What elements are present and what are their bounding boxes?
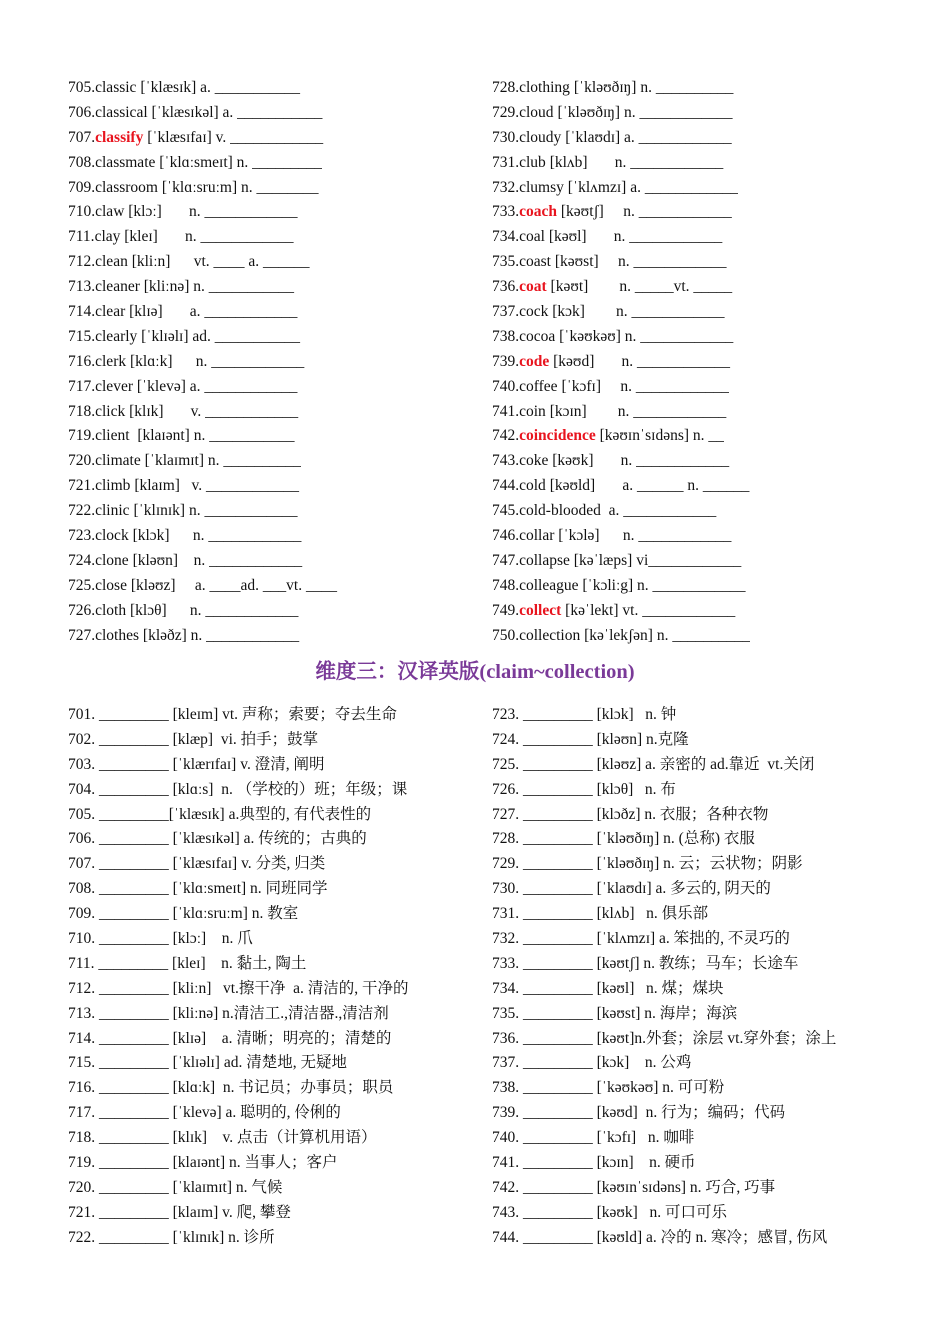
translation-entry: 722. _________ [ˈklɪnɪk] n. 诊所 [68,1228,275,1246]
entry-word: colleague [519,576,579,594]
translation-entry: 740. _________ [ˈkɔfɪ] n. 咖啡 [492,1129,695,1147]
entry-phonetic-and-blank: [kəʊɪnˈsɪdəns] n. __ [595,427,724,445]
vocab-entry [68,574,337,599]
entry-number: 739. [492,352,520,370]
vocab-entry [68,151,337,176]
translation-entry: 738. _________ [ˈkəʊkəʊ] n. 可可粉 [492,1079,725,1097]
entry-word: collapse [519,551,570,569]
entry-number: 716. [68,352,96,370]
vocab-entry [492,200,750,225]
vocab-entry [68,424,337,449]
entry-phonetic-and-blank: [ˈklæsɪkəl] a. ___________ [147,103,323,121]
entry-word: clothing [519,79,570,96]
entry-word: cloudy [519,128,562,146]
translation-entry: 702. _________ [klæp] vi. 拍手；鼓掌 [68,730,319,748]
entry-phonetic-and-blank: [klɔː] n. ____________ [124,203,298,221]
entry-phonetic-and-blank: [klaɪənt] n. ___________ [129,427,295,445]
translation-entry: 708. _________ [ˈklɑːsmeɪt] n. 同班同学 [68,880,328,898]
vocab-entry [68,499,337,524]
chinese-english-left-column [68,703,409,1251]
entry-number: 749. [492,601,520,619]
entry-phonetic-and-blank: [kləʊz] a. ____ad. ___vt. ____ [126,576,337,594]
translation-entry: 733. _________ [kəʊtʃ] n. 教练；马车；长途车 [492,954,799,972]
entry-number: 714. [68,303,96,321]
vocab-entry [492,400,750,425]
translation-entry: 744. _________ [kəʊld] a. 冷的 n. 寒冷；感冒, 伤风 [492,1228,828,1246]
entry-phonetic-and-blank: [kəˈlekʃən] n. __________ [580,626,750,644]
entry-phonetic-and-blank: [ˈklɑːsruːm] n. ________ [157,178,319,196]
translation-entry: 727. _________ [klɔðz] n. 衣服；各种衣物 [492,805,769,823]
entry-number: 737. [492,303,520,321]
entry-number: 717. [68,377,96,395]
entry-word: club [519,153,546,171]
translation-entry: 741. _________ [kɔɪn] n. 硬币 [492,1154,696,1172]
entry-number: 728. [492,79,520,96]
entry-word: coke [519,452,549,470]
highlighted-word: coincidence [519,427,596,445]
entry-word: climb [95,477,131,495]
entry-number: 705. [68,79,96,96]
entry-number: 750. [492,626,520,644]
translation-entry: 709. _________ [ˈklɑːsruːm] n. 教室 [68,905,299,923]
translation-entry: 726. _________ [klɔθ] n. 布 [492,780,676,798]
entry-word: clearly [95,327,138,345]
entry-phonetic-and-blank: [kəʊt] n. _____vt. _____ [546,278,733,296]
entry-number: 711. [68,228,95,246]
entry-number: 709. [68,178,96,196]
entry-word: cocoa [519,327,556,345]
vocab-entry [68,300,337,325]
entry-phonetic-and-blank: [ˈklɪnɪk] n. ____________ [129,502,298,520]
vocab-entry [68,101,337,126]
translation-entry: 712. _________ [kliːn] vt.擦干净 a. 清洁的, 干净的 [68,979,409,997]
vocab-entry [68,250,337,275]
entry-word: clay [94,228,121,246]
entry-word: cold-blooded [519,502,601,520]
translation-entry: 725. _________ [kləʊz] a. 亲密的 ad.靠近 vt.关闭 [492,755,815,773]
entry-phonetic-and-blank: [ˈklæsɪk] a. ___________ [136,79,301,96]
entry-number: 723. [68,527,96,545]
vocab-entry [68,76,337,101]
entry-word: click [95,402,126,420]
vocab-entry [492,275,750,300]
entry-number: 719. [68,427,96,445]
entry-phonetic-and-blank: [kleɪ] n. ____________ [120,228,294,246]
entry-word: cock [519,303,549,321]
entry-word: classic [95,79,137,96]
translation-entry: 719. _________ [klaɪənt] n. 当事人；客户 [68,1154,338,1172]
translation-entry: 704. _________ [klɑːs] n. （学校的）班；年级；课 [68,780,408,798]
translation-entry: 716. _________ [klɑːk] n. 书记员；办事员；职员 [68,1079,394,1097]
entry-word: classmate [95,153,156,171]
entry-number: 747. [492,551,520,569]
vocab-entry [492,325,750,350]
entry-number: 726. [68,601,96,619]
entry-number: 732. [492,178,520,196]
entry-phonetic-and-blank: [kəʊst] n. ____________ [550,253,727,271]
vocab-entry [492,624,750,649]
entry-phonetic-and-blank: [ˈklʌmzɪ] a. ____________ [563,178,738,196]
english-chinese-left-column [68,76,337,648]
vocab-entry [492,549,750,574]
entry-number: 731. [492,153,520,171]
translation-entry: 734. _________ [kəʊl] n. 煤；煤块 [492,979,724,997]
entry-word: coal [519,228,545,246]
entry-number: 715. [68,327,96,345]
vocab-entry [492,449,750,474]
entry-phonetic-and-blank: [kəˈlekt] vt. ____________ [561,601,736,619]
entry-number: 708. [68,153,96,171]
highlighted-word: code [519,352,550,370]
vocab-entry [492,76,750,101]
entry-phonetic-and-blank: [ˈkɔlə] n. ____________ [554,527,732,545]
vocab-entry [492,524,750,549]
vocab-entry [68,200,337,225]
vocab-entry [492,499,750,524]
translation-entry: 717. _________ [ˈklevə] a. 聪明的, 伶俐的 [68,1104,341,1122]
entry-number: 734. [492,228,520,246]
vocab-entry [68,449,337,474]
vocab-entry [68,126,337,151]
entry-number: 720. [68,452,96,470]
entry-phonetic-and-blank: [klaɪm] v. ____________ [130,477,300,495]
entry-number: 746. [492,527,520,545]
entry-word: cleaner [95,278,140,296]
entry-number: 733. [492,203,520,221]
translation-entry: 714. _________ [klɪə] a. 清晰；明亮的；清楚的 [68,1029,392,1047]
vocab-entry [68,225,337,250]
entry-number: 725. [68,576,96,594]
translation-entry: 703. _________ [ˈklærɪfaɪ] v. 澄清, 阐明 [68,755,325,773]
translation-entry: 735. _________ [kəʊst] n. 海岸；海滨 [492,1004,738,1022]
vocab-entry [68,524,337,549]
entry-phonetic-and-blank: a. ____________ [600,502,717,520]
entry-phonetic-and-blank: [kəʊtʃ] n. ____________ [557,203,732,221]
translation-entry: 729. _________ [ˈkləʊðɪŋ] n. 云；云状物；阴影 [492,855,803,873]
translation-entry: 732. _________ [ˈklʌmzɪ] a. 笨拙的, 不灵巧的 [492,930,790,948]
entry-number: 743. [492,452,520,470]
entry-phonetic-and-blank: [klɔθ] n. ____________ [126,601,299,619]
vocab-entry [492,424,750,449]
entry-number: 712. [68,253,96,271]
vocab-entry [68,474,337,499]
entry-phonetic-and-blank: [kləðz] n. ____________ [139,626,300,644]
vocab-entry [492,250,750,275]
translation-entry: 720. _________ [ˈklaɪmɪt] n. 气候 [68,1178,283,1196]
translation-entry: 710. _________ [klɔː] n. 爪 [68,930,253,948]
translation-entry: 737. _________ [kɔk] n. 公鸡 [492,1054,692,1072]
entry-word: coffee [519,377,558,395]
translation-entry: 715. _________ [ˈklɪəlɪ] ad. 清楚地, 无疑地 [68,1054,347,1072]
entry-number: 729. [492,103,520,121]
entry-word: collar [519,527,555,545]
highlighted-word: coach [519,203,558,221]
translation-entry: 731. _________ [klʌb] n. 俱乐部 [492,905,709,923]
entry-word: coast [519,253,551,271]
translation-entry: 724. _________ [kləʊn] n.克隆 [492,730,689,748]
translation-entry: 736. _________ [kəʊt]n.外套；涂层 vt.穿外套；涂上 [492,1029,837,1047]
entry-phonetic-and-blank: [ˈkləʊðɪŋ] n. __________ [569,79,734,96]
entry-word: clothes [95,626,140,644]
entry-phonetic-and-blank: [kəˈlæps] vi____________ [569,551,742,569]
entry-phonetic-and-blank: [klɪk] v. ____________ [125,402,299,420]
entry-number: 710. [68,203,96,221]
entry-phonetic-and-blank: [kɔk] n. ____________ [548,303,725,321]
entry-word: clumsy [519,178,564,196]
translation-entry: 742. _________ [kəʊɪnˈsɪdəns] n. 巧合, 巧事 [492,1178,776,1196]
vocab-entry [492,126,750,151]
highlighted-word: coat [519,278,547,296]
entry-word: clock [95,527,129,545]
vocab-entry [68,325,337,350]
entry-phonetic-and-blank: [ˈklɪəlɪ] ad. ___________ [137,327,301,345]
entry-phonetic-and-blank: [klɪə] a. ____________ [125,303,298,321]
entry-phonetic-and-blank: [kləʊn] n. ____________ [128,551,303,569]
entry-number: 735. [492,253,520,271]
translation-entry: 706. _________ [ˈklæsɪkəl] a. 传统的；古典的 [68,830,367,848]
vocab-entry [492,151,750,176]
entry-number: 730. [492,128,520,146]
entry-word: close [95,576,127,594]
entry-number: 740. [492,377,520,395]
vocab-entry [68,350,337,375]
entry-word: clear [95,303,126,321]
entry-word: clean [95,253,128,271]
entry-phonetic-and-blank: [ˈklevə] a. ____________ [132,377,298,395]
translation-entry: 728. _________ [ˈkləʊðɪŋ] n. (总称) 衣服 [492,830,755,848]
translation-entry: 730. _________ [ˈklaʊdɪ] a. 多云的, 阴天的 [492,880,771,898]
entry-word: client [95,427,130,445]
entry-phonetic-and-blank: [kliːn] vt. ____ a. ______ [127,253,310,271]
entry-phonetic-and-blank: [ˈkləʊðɪŋ] n. ____________ [553,103,733,121]
entry-phonetic-and-blank: [kəʊld] a. ______ n. ______ [545,477,750,495]
entry-number: 713. [68,278,96,296]
vocab-entry [492,474,750,499]
translation-entry: 711. _________ [kleɪ] n. 黏土, 陶土 [68,954,307,972]
vocab-entry [492,300,750,325]
translation-entry: 713. _________ [kliːnə] n.清洁工.,清洁器.,清洁剂 [68,1004,389,1022]
entry-word: classical [95,103,148,121]
vocab-entry [492,176,750,201]
entry-number: 742. [492,427,520,445]
entry-phonetic-and-blank: [ˈkɔfɪ] n. ____________ [557,377,729,395]
entry-word: clinic [95,502,130,520]
entry-phonetic-and-blank: [ˈklaʊdɪ] a. ____________ [561,128,732,146]
entry-word: claw [95,203,125,221]
translation-entry: 743. _________ [kəʊk] n. 可口可乐 [492,1203,727,1221]
entry-number: 727. [68,626,96,644]
section-title: 维度三：汉译英版(claim~collection) [315,661,635,683]
entry-phonetic-and-blank: [kliːnə] n. ___________ [139,278,294,296]
vocab-entry [68,176,337,201]
entry-number: 707. [68,128,96,146]
entry-number: 736. [492,278,520,296]
english-chinese-right-column [492,76,750,648]
entry-phonetic-and-blank: [kəʊk] n. ____________ [548,452,730,470]
vocab-entry [68,400,337,425]
entry-phonetic-and-blank: [ˈkɔliːg] n. ____________ [578,576,746,594]
vocab-entry [68,375,337,400]
entry-word: clever [95,377,133,395]
entry-word: climate [95,452,141,470]
translation-entry: 705. _________[ˈklæsɪk] a.典型的, 有代表性的 [68,805,372,823]
entry-word: cloud [519,103,554,121]
vocab-entry [68,624,337,649]
entry-word: cloth [95,601,127,619]
vocab-entry [492,350,750,375]
entry-word: coin [519,402,546,420]
highlighted-word: classify [95,128,144,146]
entry-phonetic-and-blank: [kəʊl] n. ____________ [544,228,723,246]
entry-phonetic-and-blank: [klɔk] n. ____________ [128,527,302,545]
vocab-entry [492,375,750,400]
entry-phonetic-and-blank: [klɑːk] n. ____________ [126,352,305,370]
translation-entry: 721. _________ [klaɪm] v. 爬, 攀登 [68,1203,291,1221]
translation-entry: 718. _________ [klɪk] v. 点击（计算机用语） [68,1129,377,1147]
vocab-entry [492,599,750,624]
entry-word: clerk [95,352,127,370]
entry-phonetic-and-blank: [ˈklæsɪfaɪ] v. ____________ [143,128,324,146]
entry-phonetic-and-blank: [kəʊd] n. ____________ [549,352,730,370]
entry-phonetic-and-blank: [kɔɪn] n. ____________ [545,402,727,420]
entry-number: 721. [68,477,96,495]
highlighted-word: collect [519,601,562,619]
entry-number: 748. [492,576,520,594]
entry-number: 724. [68,551,96,569]
entry-phonetic-and-blank: [klʌb] n. ____________ [545,153,724,171]
entry-number: 718. [68,402,96,420]
entry-number: 722. [68,502,96,520]
vocab-entry [492,101,750,126]
entry-number: 706. [68,103,96,121]
entry-phonetic-and-blank: [ˈkəʊkəʊ] n. ____________ [555,327,734,345]
translation-entry: 701. _________ [kleɪm] vt. 声称；索要；夺去生命 [68,706,397,723]
chinese-english-right-column [492,703,836,1251]
entry-word: collection [519,626,581,644]
vocab-entry [492,225,750,250]
entry-number: 745. [492,502,520,520]
entry-number: 744. [492,477,520,495]
vocab-entry [492,574,750,599]
entry-phonetic-and-blank: [ˈklaɪmɪt] n. __________ [140,452,301,470]
entry-phonetic-and-blank: [ˈklɑːsmeɪt] n. _________ [155,153,322,171]
translation-entry: 723. _________ [klɔk] n. 钟 [492,706,677,723]
vocab-entry [68,599,337,624]
entry-number: 741. [492,402,520,420]
translation-entry: 739. _________ [kəʊd] n. 行为；编码；代码 [492,1104,786,1122]
translation-entry: 707. _________ [ˈklæsɪfaɪ] v. 分类, 归类 [68,855,326,873]
entry-word: cold [519,477,546,495]
entry-number: 738. [492,327,520,345]
entry-word: clone [95,551,129,569]
entry-word: classroom [95,178,158,196]
vocab-entry [68,275,337,300]
vocab-entry [68,549,337,574]
